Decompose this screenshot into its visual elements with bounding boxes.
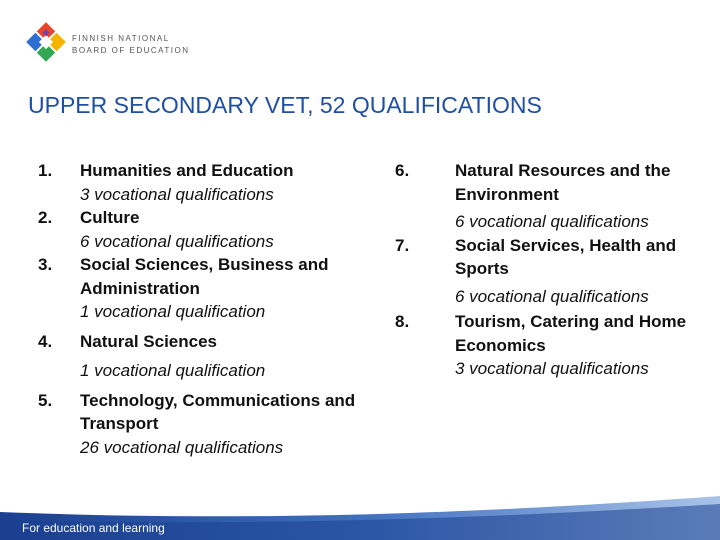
item-name: Natural Sciences [80, 331, 218, 351]
item-number: 7. [395, 235, 410, 255]
logo-line-1: FINNISH NATIONAL [72, 34, 170, 43]
list-item [38, 330, 393, 383]
right-list [395, 159, 700, 381]
item-count: 3 vocational qualifications [80, 184, 274, 204]
item-number: 5. [38, 390, 53, 410]
item-name: Social Services, Health and Sports [455, 235, 677, 278]
logo-line-2: BOARD OF EDUCATION [72, 46, 190, 55]
item-name: Technology, Communications and Transport [80, 390, 356, 433]
item-name: Social Sciences, Business and Administration [80, 255, 329, 298]
list-item [38, 206, 393, 253]
item-count: 6 vocational qualifications [455, 212, 649, 231]
list-item [395, 159, 700, 234]
item-number: 2. [38, 208, 53, 227]
logo-text [72, 33, 190, 57]
item-count: 3 vocational qualifications [455, 359, 649, 378]
item-count: 1 vocational qualification [80, 361, 266, 380]
item-number: 4. [38, 331, 53, 351]
item-name: Humanities and Education [80, 161, 294, 180]
item-name: Natural Resources and the Environment [455, 161, 671, 204]
footer-band [0, 490, 720, 540]
item-count: 1 vocational qualification [80, 302, 266, 321]
list-item [38, 159, 393, 206]
item-count: 26 vocational qualifications [80, 437, 284, 457]
left-list [38, 159, 393, 459]
footer-slogan: For education and learning [22, 521, 165, 535]
item-number: 6. [395, 161, 410, 180]
item-name: Tourism, Catering and Home Economics [455, 312, 687, 355]
item-number: 3. [38, 255, 53, 274]
list-item [38, 253, 393, 324]
item-name: Culture [80, 208, 140, 227]
item-count: 6 vocational qualifications [80, 231, 274, 251]
slide-title: UPPER SECONDARY VET, 52 QUALIFICATIONS [28, 92, 542, 118]
item-number: 1. [38, 161, 53, 180]
list-item [38, 389, 393, 460]
item-count: 6 vocational qualifications [455, 286, 649, 306]
item-number: 8. [395, 312, 410, 331]
list-item [395, 234, 700, 309]
list-item [395, 310, 700, 381]
